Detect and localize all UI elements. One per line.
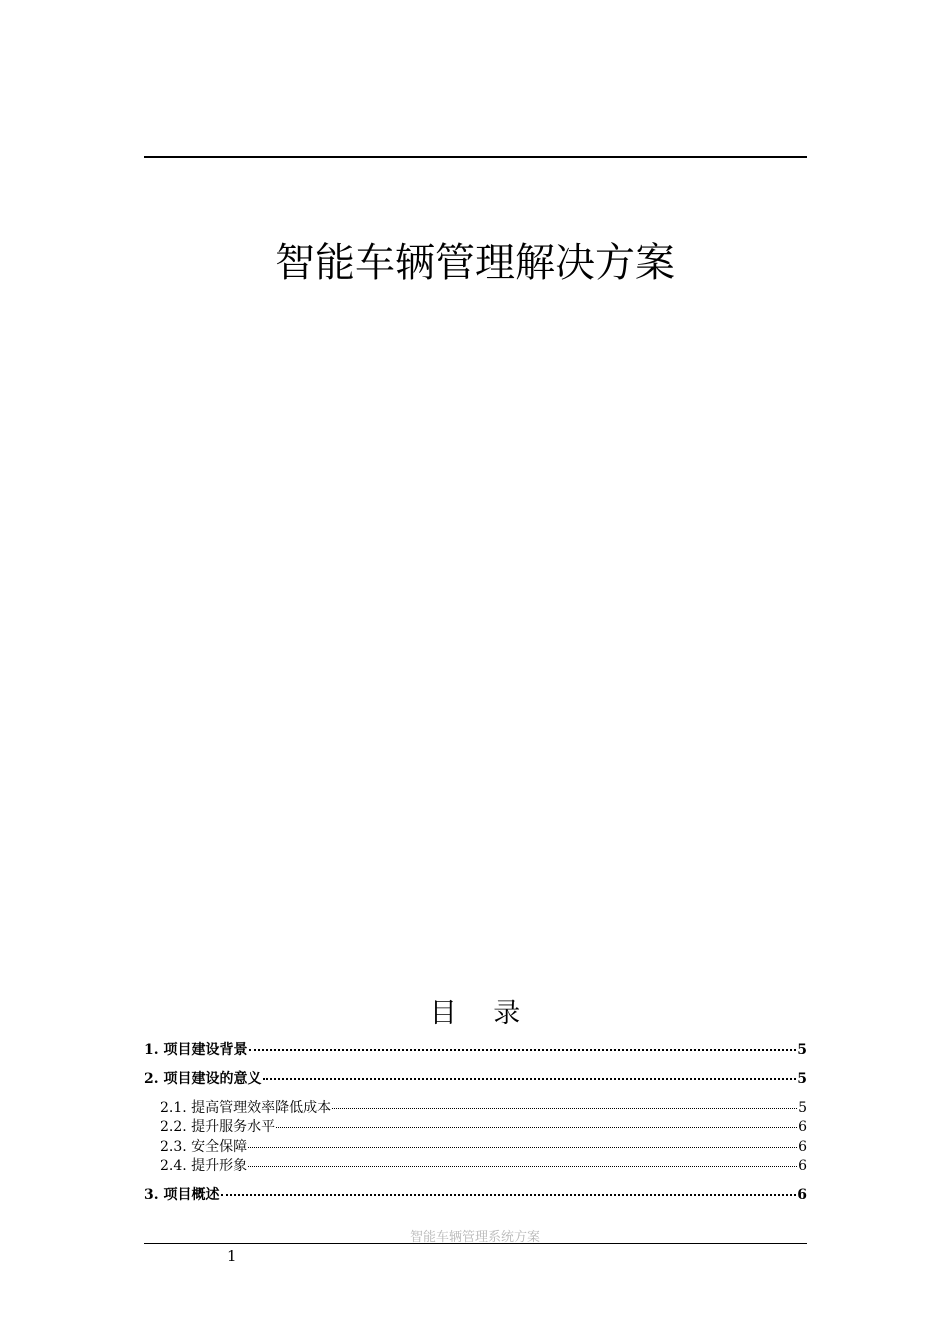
toc-leader-dots — [249, 1049, 797, 1051]
toc-entry-project-overview[interactable] — [144, 1184, 807, 1204]
toc-leader-dots — [248, 1147, 797, 1148]
toc-entry-page: 6 — [798, 1158, 807, 1174]
toc-entry-label: 1. 项目建设背景 — [144, 1042, 248, 1058]
toc-leader-dots — [248, 1166, 797, 1167]
toc-entry-service-level[interactable] — [144, 1116, 807, 1136]
toc-entry-image[interactable] — [144, 1155, 807, 1175]
footer-rule — [144, 1243, 807, 1244]
toc-entry-page: 6 — [798, 1139, 807, 1155]
document-title: 智能车辆管理解决方案 — [275, 240, 675, 286]
toc-entry-page: 5 — [797, 1071, 807, 1087]
header-rule — [144, 156, 807, 158]
toc-entry-page: 5 — [797, 1042, 807, 1058]
toc-entry-project-significance[interactable] — [144, 1068, 807, 1088]
toc-entry-label: 2.1. 提高管理效率降低成本 — [160, 1100, 332, 1116]
toc-entry-page: 6 — [798, 1119, 807, 1135]
toc-entry-page: 6 — [797, 1187, 807, 1203]
page-number: 1 — [227, 1247, 237, 1265]
toc-entry-label: 2. 项目建设的意义 — [144, 1071, 262, 1087]
toc-entry-safety[interactable] — [144, 1136, 807, 1156]
toc-leader-dots — [332, 1108, 797, 1109]
toc-entry-project-background[interactable] — [144, 1039, 807, 1059]
toc-entry-label: 2.3. 安全保障 — [160, 1139, 248, 1155]
toc-leader-dots — [221, 1194, 797, 1196]
toc-entry-page: 5 — [798, 1100, 807, 1116]
footer-text: 智能车辆管理系统方案 — [409, 1230, 540, 1245]
toc-leader-dots — [276, 1127, 797, 1128]
toc-leader-dots — [263, 1078, 797, 1080]
toc-entry-efficiency[interactable] — [144, 1097, 807, 1117]
toc-entry-label: 3. 项目概述 — [144, 1187, 220, 1203]
toc-entry-label: 2.2. 提升服务水平 — [160, 1119, 276, 1135]
toc-heading: 目 录 — [429, 998, 521, 1029]
toc-entry-label: 2.4. 提升形象 — [160, 1158, 248, 1174]
